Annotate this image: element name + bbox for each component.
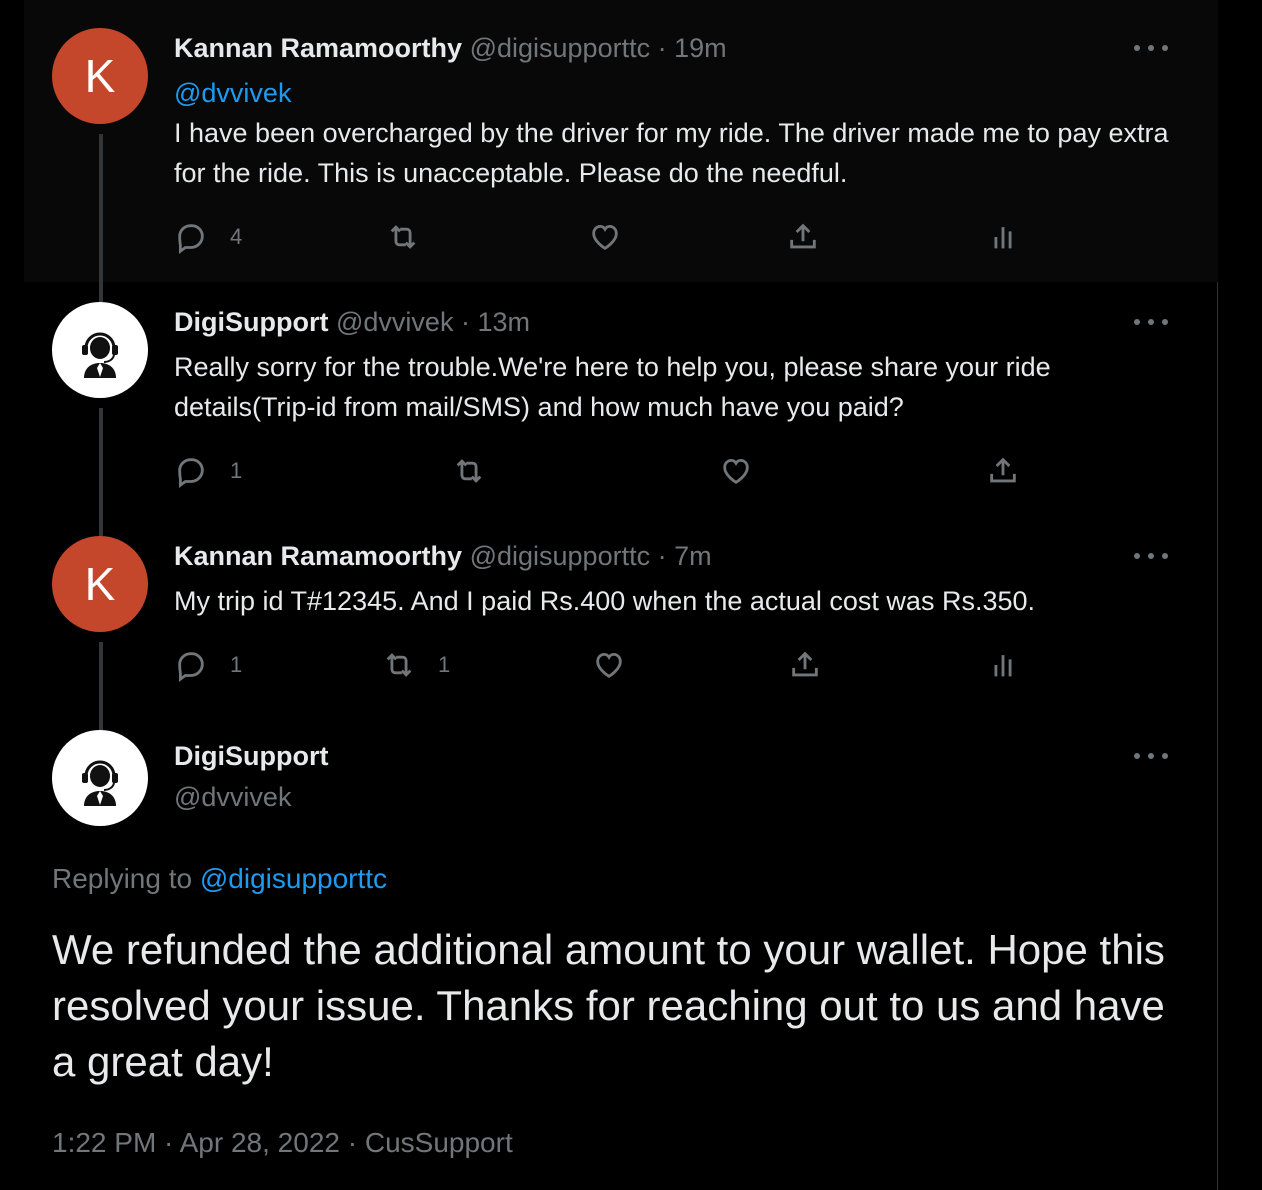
retweet-button[interactable] [382,645,450,685]
analytics-icon [986,220,1020,254]
avatar[interactable] [52,302,148,398]
tweet-time[interactable]: 13m [477,307,530,337]
share-button[interactable] [986,451,1020,491]
more-icon[interactable] [1134,746,1168,766]
main-author-handle[interactable]: @dvvivek [174,782,292,812]
tweet-2[interactable] [24,282,1218,518]
conversation-column [24,0,1218,1190]
share-button[interactable] [786,217,820,257]
author-name[interactable]: DigiSupport [174,307,329,337]
reply-button[interactable] [174,645,242,685]
like-button[interactable] [588,217,622,257]
retweet-button[interactable] [452,451,486,491]
tweet-text [174,73,1174,193]
more-icon[interactable] [1134,38,1168,58]
dot-separator: · [453,307,478,337]
tweet-header [174,31,727,65]
retweet-count: 1 [438,652,451,677]
tweet-1[interactable] [24,0,1218,282]
dot-separator: · [650,541,675,571]
more-icon[interactable] [1134,546,1168,566]
avatar[interactable] [52,730,148,826]
dot-separator: · [156,1127,180,1158]
like-icon [588,220,622,254]
tweet-time[interactable]: 19m [674,33,727,63]
reply-icon [174,648,208,682]
tweet-time[interactable]: 7m [674,541,712,571]
reply-icon [174,220,208,254]
replying-to-link[interactable]: @digisupporttc [199,863,388,894]
reply-button[interactable] [174,217,242,257]
tweet-body: Really sorry for the trouble.We're here to help you, please share your ride details(Trip-id from mail/SMS) and how much have you paid? [174,352,1051,422]
dot-separator: · [650,33,675,63]
author-handle[interactable]: @digisupporttc [469,33,651,63]
share-icon [786,220,820,254]
replying-to [52,859,387,899]
reply-count: 1 [230,652,243,677]
share-icon [986,454,1020,488]
tweet-body: I have been overcharged by the driver for my ride. The driver made me to pay extra for the ride. This is unacceptable. Please do the needful. [174,118,1169,188]
reply-count: 1 [230,458,243,483]
tweet-3[interactable] [24,518,1218,724]
author-name[interactable]: DigiSupport [174,741,329,771]
mention-link[interactable]: @dvvivek [174,78,292,108]
dot-separator: · [339,1127,365,1158]
tweet-metadata [52,1124,513,1162]
reply-button[interactable] [174,451,242,491]
avatar[interactable] [52,28,148,124]
avatar[interactable] [52,536,148,632]
retweet-icon [452,454,486,488]
like-button[interactable] [592,645,626,685]
avatar-letter: K [84,558,116,610]
analytics-icon [986,648,1020,682]
reply-icon [174,454,208,488]
more-icon[interactable] [1134,312,1168,332]
thread-line [99,518,103,536]
tweet-time[interactable]: 1:22 PM [52,1127,157,1158]
tweet-source[interactable]: CusSupport [364,1127,513,1158]
retweet-icon [382,648,416,682]
replying-prefix: Replying to [52,863,200,894]
tweet-header [174,305,530,339]
author-name[interactable]: Kannan Ramamoorthy [174,541,463,571]
avatar-letter: K [84,50,116,102]
like-icon [719,454,753,488]
retweet-button[interactable] [386,217,420,257]
tweet-header [174,539,712,573]
main-tweet-text: We refunded the additional amount to your wallet. Hope this resolved your issue. Thanks for reaching out to us and have a great day! [52,926,1165,1085]
author-handle[interactable]: @dvvivek [336,307,454,337]
share-icon [788,648,822,682]
share-button[interactable] [788,645,822,685]
author-name[interactable]: Kannan Ramamoorthy [174,33,463,63]
tweet-date[interactable]: Apr 28, 2022 [179,1127,340,1158]
thread-line [99,408,103,518]
like-icon [592,648,626,682]
author-handle[interactable]: @digisupporttc [469,541,651,571]
analytics-button[interactable] [986,217,1020,257]
main-author-name[interactable] [174,739,328,773]
support-agent-icon [70,320,130,380]
retweet-icon [386,220,420,254]
like-button[interactable] [719,451,753,491]
reply-count: 4 [230,224,243,249]
support-agent-icon [70,748,130,808]
analytics-button[interactable] [986,645,1020,685]
thread-line [99,134,103,282]
thread-line [99,642,103,724]
thread-line [99,282,103,302]
tweet-body: My trip id T#12345. And I paid Rs.400 when the actual cost was Rs.350. [174,586,1035,616]
